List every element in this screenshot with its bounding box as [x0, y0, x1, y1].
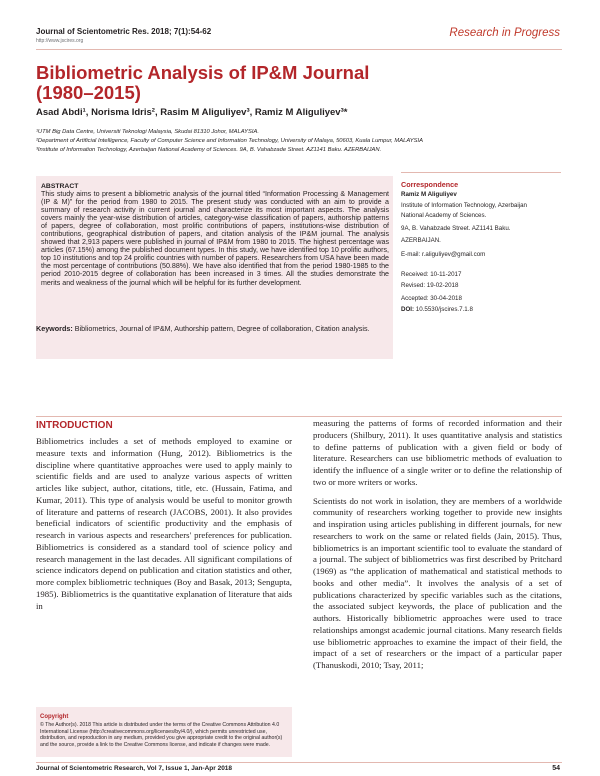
correspondence-heading: Correspondence — [401, 180, 459, 189]
correspondence-address-1: Institute of Information Technology, Azerbaijan — [401, 202, 528, 209]
affiliation-3: ³Institute of Information Technology, Azerbaijan National Academy of Sciences. 9A, B. Vahabzade Street. AZ1141 Baku. AZERBAIJAN. — [36, 147, 382, 153]
title-line-1: Bibliometric Analysis of IP&M Journal — [36, 62, 370, 83]
correspondence-name: Ramiz M Aliguliyev — [401, 191, 457, 198]
correspondence-address-2: National Academy of Sciences. — [401, 212, 487, 219]
journal-url[interactable]: http://www.jscires.org — [36, 38, 84, 44]
received-date: Received: 10-11-2017 — [401, 271, 462, 278]
doi-value[interactable]: 10.5530/jscires.7.1.8 — [415, 306, 473, 313]
accepted-date: Accepted: 30-04-2018 — [401, 295, 462, 302]
affiliation-2: ²Department of Artificial Intelligence, Faculty of Computer Science and Information Technology, University of Malaya, 50603, Kuala Lumpur, MALAYSIA — [36, 138, 423, 144]
affiliation-1: ¹UTM Big Data Centre, Universiti Teknologi Malaysia, Skudai 81310 Johor, MALAYSIA. — [36, 129, 259, 135]
header-divider — [36, 49, 562, 50]
section-divider — [36, 416, 562, 417]
introduction-heading: INTRODUCTION — [36, 420, 113, 431]
revised-date: Revised: 19-02-2018 — [401, 282, 459, 289]
keywords-text: Bibliometrics, Journal of IP&M, Authorship pattern, Degree of collaboration, Citation analysis. — [74, 324, 370, 333]
title-line-2: (1980–2015) — [36, 82, 141, 103]
correspondence-email[interactable]: E-mail: r.aliguliyev@gmail.com — [401, 251, 486, 258]
copyright-text: © The Author(s). 2018 This article is distributed under the terms of the Creative Commons Attribution 4.0 International License (http://creativecommons.org/licenses/by/4.0/), which permits unrestricted use, distribution, and reproduction in any medium, provided you give appropriate credit to the original author(s) and the source, provide a link to the Creative Commons license, and indicate if changes were made. — [40, 722, 283, 748]
article-title — [36, 63, 556, 103]
abstract-text: This study aims to present a bibliometric analysis of the journal titled “Information Processing & Management (IP & M)” for the period from 1980 to 2015. The present study was conducted with an aim to provide a summary of research activity in current journal and characterize its most important aspects. The analysis covers mainly the year-wise distribution of articles, category-wise classification of papers, authorship patterns of papers, degree of collaboration, most prolific contributions of papers, institutions-wise distribution of contributions, geographical distribution of papers, and citation analysis of the IP&M journal. The analysis showed that 2,913 papers were published in journal of IP&M from 1980 to 2015. The highest percentage was articles (67.15%) among the published document types. In this study, we have identified top 10 prolific authors, top 10 institutions and top 24 prolific countries with number of papers. Researchers from USA have been made the most percentage of contributions (50.88%). We have also identified that from the period 1980-1985 to the period 2010-2015 degree of collaboration has been increased in 3 times. All the studies demonstrate the merits and weakness of the journal which will be helpful for its further development. — [41, 190, 389, 287]
footer-citation: Journal of Scientometric Research, Vol 7, Issue 1, Jan-Apr 2018 — [36, 765, 233, 772]
abstract-heading: ABSTRACT — [41, 183, 79, 190]
copyright-heading: Copyright — [40, 714, 69, 720]
introduction-paragraph-2: Scientists do not work in isolation, they are members of a worldwide community of researchers working together to provide new insights and inspiration using articles publishing in different journals, for new researchers to work on the same or related fields (Jain, 2015). Thus, bibliometrics is an important scientific tool to evaluate the standard of a journal. The subject of bibliometrics was first described by Pritchard (1969) as “the application of mathematical and statistical methods to books and other media”. It involves the analysis of a set of publications characterized by specific variables such as the citations, the associated subject keywords, the place of publication and the authors. Historically bibliometric approaches were used to trace relationships amongst academic journal citations. Many research fields use bibliometric approaches to examine the impact of their field, the impact of a set of researchers or the impact of a particular paper (Thanuskodi, 2010; Tsay, 2011; — [313, 495, 562, 670]
introduction-paragraph-1: measuring the patterns of forms of recorded information and their producers (Shilbury, 2011). It uses quantitative analysis and statistics to define patterns of publication with a given field or body of literature. Researchers can use bibliometric methods of evaluation to identify the influence of a single writer or to define the relationship of two or more writers or works. — [313, 418, 562, 487]
correspondence-address-4: AZERBAIJAN. — [401, 237, 441, 244]
introduction-right-column — [313, 418, 562, 679]
author-list: Asad Abdi¹, Norisma Idris², Rasim M Aliguliyev³, Ramiz M Aliguliyev³* — [36, 107, 348, 118]
section-label: Research in Progress — [449, 27, 560, 39]
footer-divider — [36, 762, 562, 763]
introduction-left-column: Bibliometrics includes a set of methods employed to examine or measure texts and information (Hung, 2012). Bibliometrics is the discipline where quantitative approaches were used to apply mainly to scientific fields and are used to analyze various aspects of written articles like subject, author, citations, title, etc. (Hussain, Fatima, and Kumar, 2011). This type of analysis would be useful to monitor growth of literature and patterns of research (JACOBS, 2001). It also provides beneficial indicators of scientific productivity and the emphasis of research in various aspects and researchers' preferences for publication. Bibliometrics is considered as a standard tool of science policy and research management in the last decades. All significant compilations of science indicators depend on publication and citation statistics and other, more complex bibliometric techniques (Boy and Basak, 2013; Sengupta, 1985). Bibliometrics is the quantitative explanation of literature that aids in — [36, 436, 292, 611]
sidebar-divider — [401, 172, 561, 173]
doi[interactable] — [401, 306, 473, 313]
journal-reference: Journal of Scientometric Res. 2018; 7(1):54-62 — [36, 27, 212, 36]
keywords-label: Keywords: — [36, 324, 73, 333]
keywords — [36, 325, 391, 333]
page-number: 54 — [552, 765, 560, 772]
correspondence-address-3: 9A, B. Vahabzade Street. AZ1141 Baku. — [401, 225, 511, 232]
doi-label: DOI: — [401, 306, 415, 313]
